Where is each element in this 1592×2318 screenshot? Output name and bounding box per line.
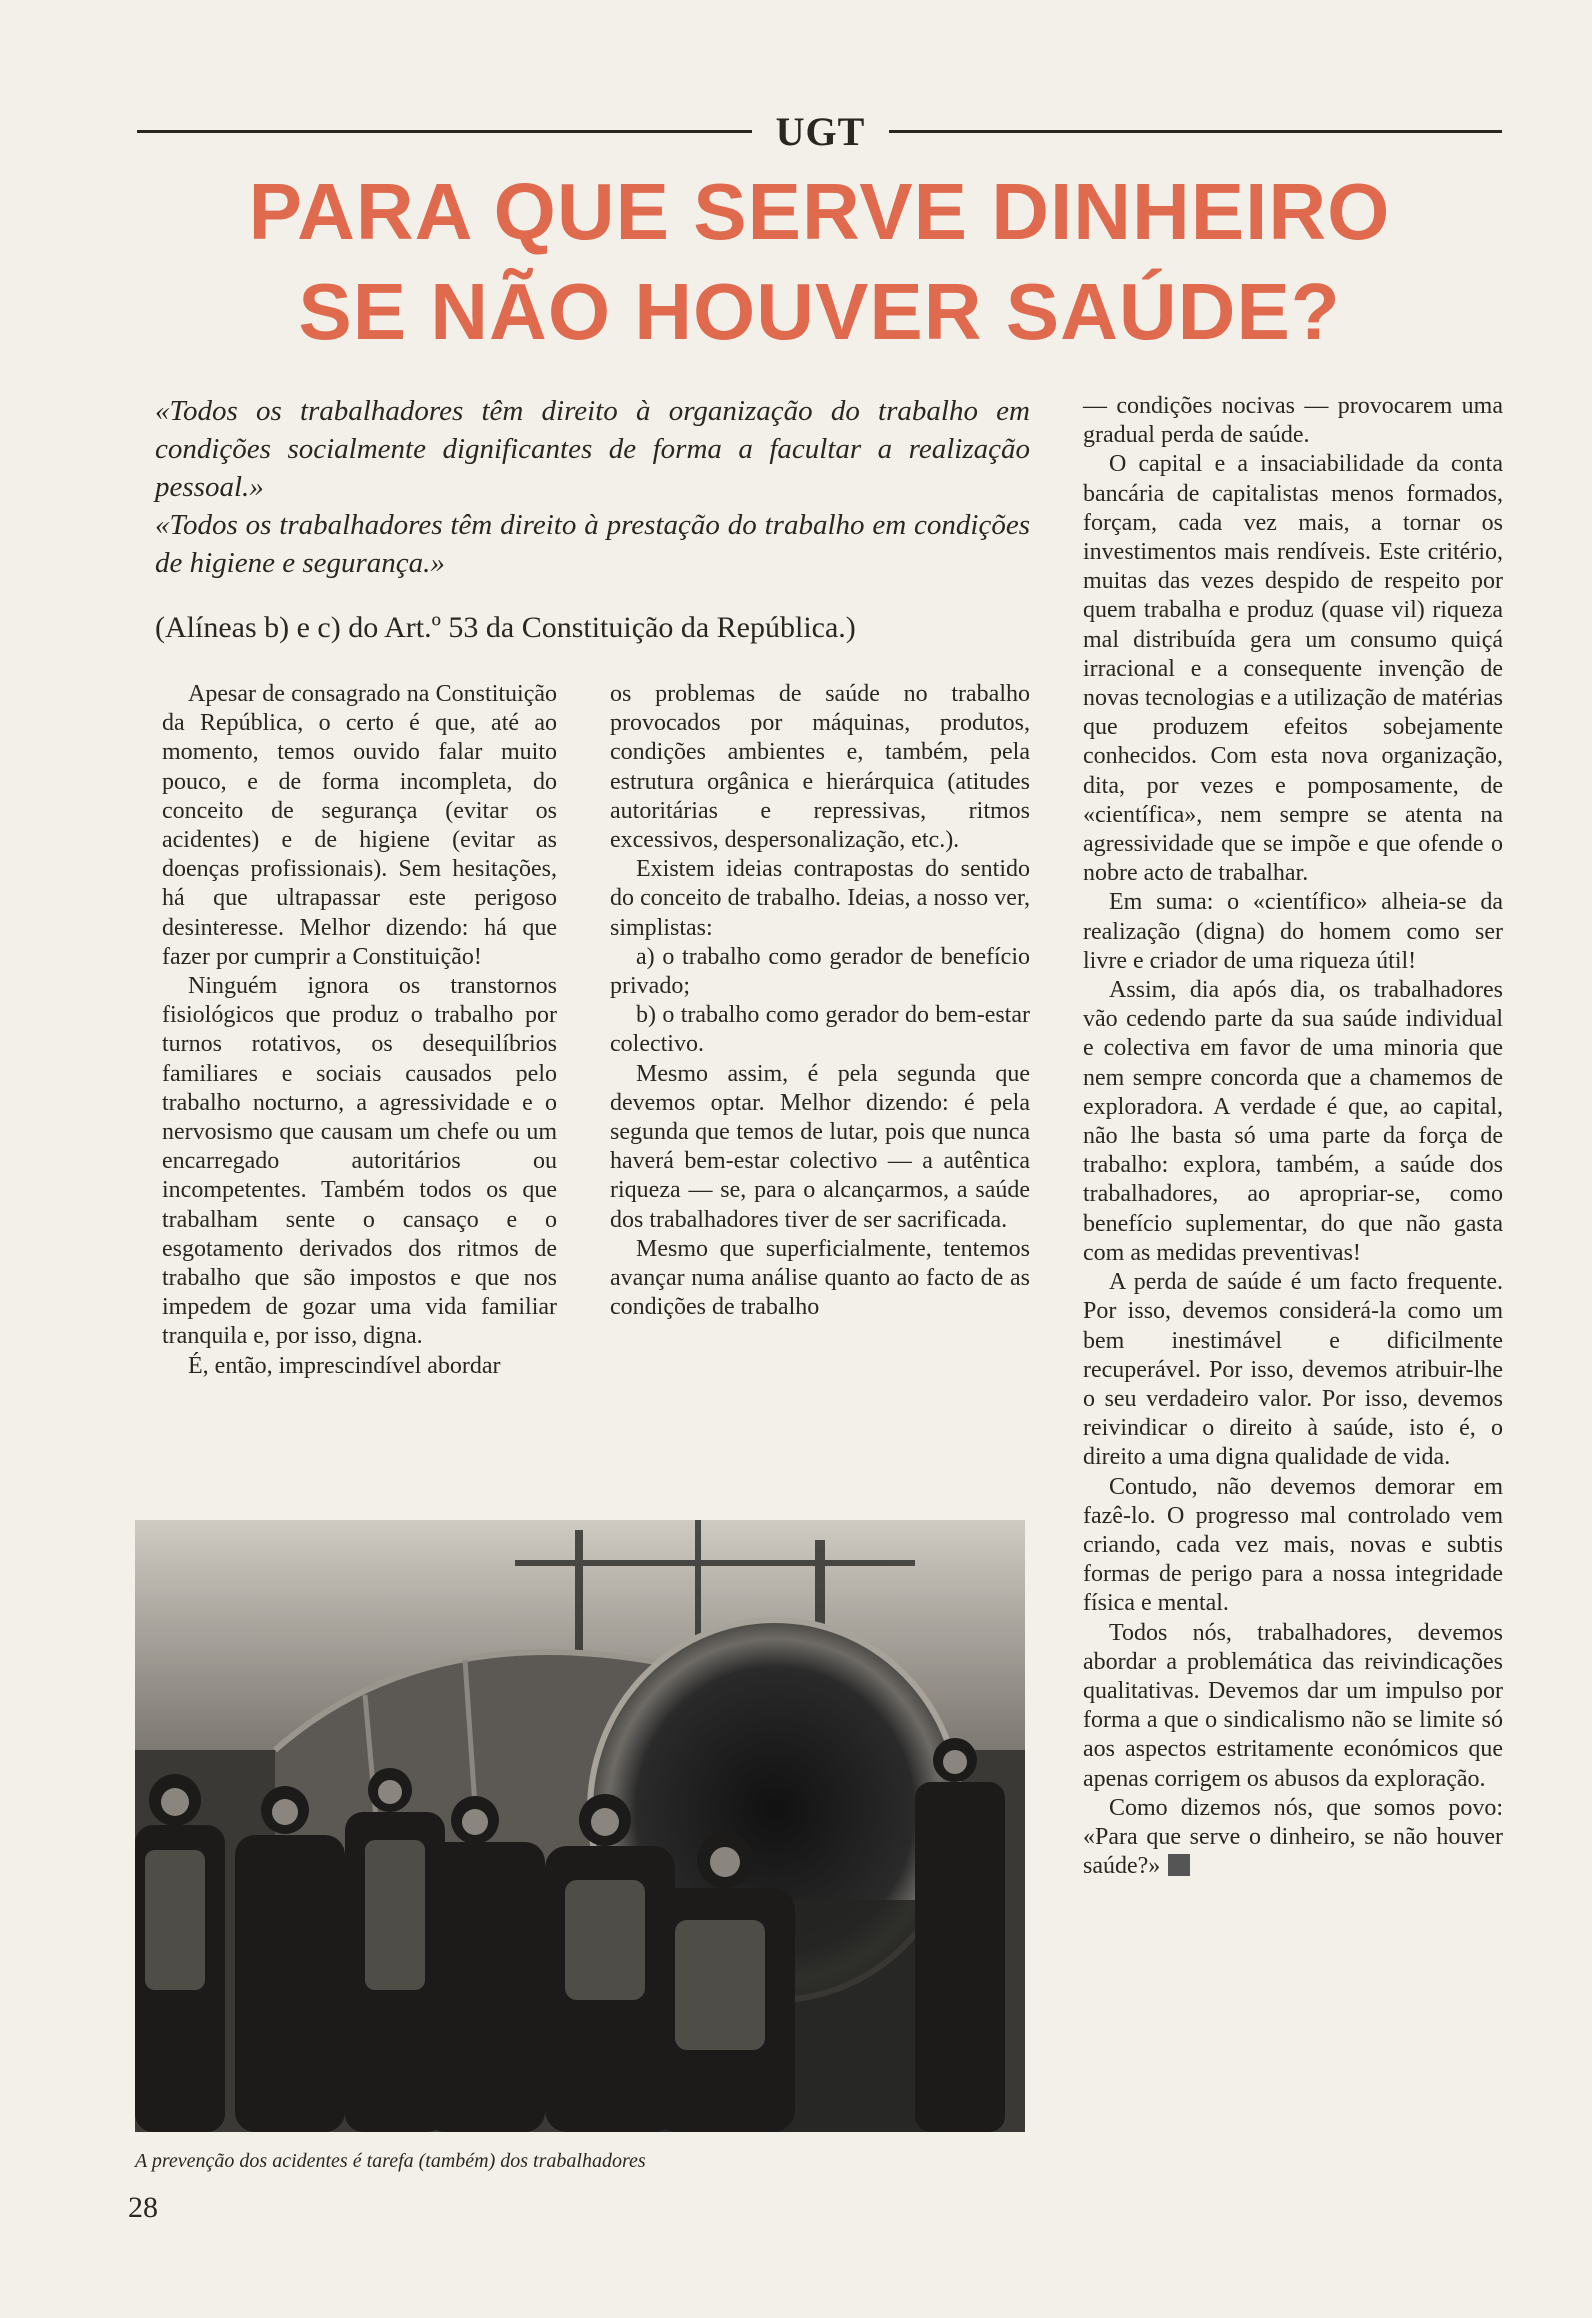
paragraph: Apesar de consagrado na Constituição da República, o certo é que, até ao momento, temos ouvido falar muito pouco, e de forma incompleta, do conceito de segurança (evitar os acidentes) e de higiene (evitar as doenças profissionais). Sem hesitações, há que ultrapassar este perigoso desinteresse. Melhor dizendo: há que fazer por cumprir a Constituição! bbox=[162, 681, 557, 970]
paragraph: Mesmo que superficialmente, tentemos avançar numa análise quanto ao facto de as condições de trabalho bbox=[610, 1235, 1030, 1321]
article-headline bbox=[137, 162, 1502, 362]
headline-line-1: PARA QUE SERVE DINHEIRO bbox=[248, 167, 1391, 256]
paragraph: Assim, dia após dia, os trabalhadores vão cedendo parte da sua saúde individual e colectiva em favor de uma minoria que nem sempre concorda que a chamemos de exploradora. A verdade é que, ao capital, não lhe basta só uma parte da força de trabalho: explora, também, a saúde dos trabalhadores, ao apropriar-se, como benefício suplementar, do que não gasta com as medidas preventivas! bbox=[1083, 977, 1503, 1266]
header-rule-left bbox=[137, 130, 752, 133]
article-column-3 bbox=[1083, 392, 1503, 1881]
article-column-1 bbox=[162, 680, 557, 1381]
closing-paragraph bbox=[1083, 1794, 1503, 1882]
paragraph: Existem ideias contrapostas do sentido do conceito de trabalho. Ideias, a nosso ver, simplistas: bbox=[610, 856, 1030, 941]
paragraph: b) o trabalho como gerador do bem-estar colectivo. bbox=[610, 1002, 1030, 1058]
quote-2: «Todos os trabalhadores têm direito à prestação do trabalho em condições de higiene e segurança.» bbox=[155, 509, 1030, 579]
factory-workers-photo bbox=[135, 1520, 1025, 2132]
constitution-quote bbox=[155, 392, 1030, 582]
section-label: UGT bbox=[775, 109, 866, 154]
paragraph: O capital e a insaciabilidade da conta bancária de capitalistas menos formados, forçam, cada vez mais, a tornar os investimentos mais rendíveis. Este critério, muitas das vezes despido de respeito por quem trabalha e produz (quase vil) riqueza mal distribuída gera um consumo quiçá irracional e a consequente invenção de novas tecnologias e a utilização de matérias que produzem efeitos sobejamente conhecidos. Com esta nova organização, dita, por vezes e pomposamente, de «científica», nem sempre se atenta na agressividade que se impõe e que ofende o nobre acto de trabalhar. bbox=[1083, 451, 1503, 887]
quote-1: «Todos os trabalhadores têm direito à organização do trabalho em condições socialmente dignificantes de forma a facultar a realização pessoal.» bbox=[155, 395, 1030, 503]
photo-illustration bbox=[135, 1520, 1025, 2132]
photo-caption: A prevenção dos acidentes é tarefa (também) dos trabalhadores bbox=[135, 2150, 646, 2172]
page-number: 28 bbox=[128, 2191, 158, 2224]
quote-citation: (Alíneas b) e c) do Art.º 53 da Constituição da República.) bbox=[155, 611, 856, 644]
paragraph: — condições nocivas — provocarem uma gradual perda de saúde. bbox=[1083, 393, 1503, 449]
header-rule-right bbox=[889, 130, 1502, 133]
paragraph: os problemas de saúde no trabalho provocados por máquinas, produtos, condições ambientes e, também, pela estrutura orgânica e hierárquica (atitudes autoritárias e repressivas, ritmos excessivos, despersonalização, etc.). bbox=[610, 681, 1030, 854]
end-of-article-mark bbox=[1168, 1854, 1190, 1876]
closing-text: Como dizemos nós, que somos povo: «Para que serve o dinheiro, se não houver saúde?» bbox=[1083, 1794, 1503, 1880]
paragraph: Todos nós, trabalhadores, devemos abordar a problemática das reivindicações qualitativas. Devemos dar um impulso por forma a que o sindicalismo não se limite só aos aspectos estritamente económicos que apenas corrigem os abusos da exploração. bbox=[1083, 1619, 1503, 1792]
paragraph: Mesmo assim, é pela segunda que devemos optar. Melhor dizendo: é pela segunda que temos de lutar, pois que nunca haverá bem-estar colectivo — a autêntica riqueza — se, para o alcançarmos, a saúde dos trabalhadores tiver de ser sacrificada. bbox=[610, 1060, 1030, 1233]
headline-line-2: SE NÃO HOUVER SAÚDE? bbox=[298, 267, 1341, 356]
section-header bbox=[137, 109, 1502, 154]
article-column-2 bbox=[610, 680, 1030, 1322]
paragraph: a) o trabalho como gerador de benefício privado; bbox=[610, 943, 1030, 1000]
paragraph: A perda de saúde é um facto frequente. Por isso, devemos considerá-la como um bem inestimável e dificilmente recuperável. Por isso, devemos atribuir-lhe o seu verdadeiro valor. Por isso, devemos reivindicar o direito à saúde, isto é, o direito a uma digna qualidade de vida. bbox=[1083, 1269, 1503, 1471]
paragraph: Contudo, não devemos demorar em fazê-lo. O progresso mal controlado vem criando, cada vez mais, novas e subtis formas de perigo para a nossa integridade física e mental. bbox=[1083, 1473, 1503, 1617]
paragraph: Ninguém ignora os transtornos fisiológicos que produz o trabalho por turnos rotativos, os desequilíbrios familiares e sociais causados pelo trabalho nocturno, a agressividade e o nervosismo que causam um chefe ou um encarregado autoritários ou incompetentes. Também todos os que trabalham sente o cansaço e o esgotamento derivados dos ritmos de trabalho que são impostos e que nos impedem de gozar uma vida familiar tranquila e, por isso, digna. bbox=[162, 973, 557, 1350]
paragraph: É, então, imprescindível abordar bbox=[188, 1352, 501, 1379]
paragraph: Em suma: o «científico» alheia-se da realização (digna) do homem como ser livre e criador de uma riqueza útil! bbox=[1083, 889, 1503, 974]
